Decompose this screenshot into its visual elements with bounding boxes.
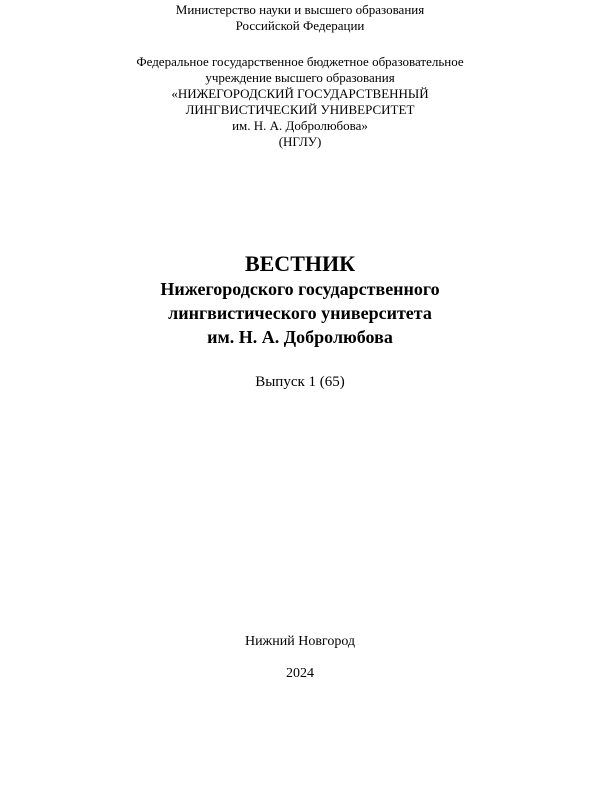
ministry-line-2: Российской Федерации [235, 18, 365, 33]
institution-line-1: Федеральное государственное бюджетное образовательное [136, 54, 464, 69]
journal-title: ВЕСТНИК [244, 251, 356, 276]
publication-year: 2024 [286, 666, 314, 681]
institution-line-5: им. Н. А. Добролюбова» [232, 118, 368, 133]
institution-abbreviation: (НГЛУ) [278, 134, 322, 149]
institution-line-3: «НИЖЕГОРОДСКИЙ ГОСУДАРСТВЕННЫЙ [171, 86, 429, 101]
institution-line-2: учреждение высшего образования [205, 70, 395, 85]
journal-subtitle-line-2: лингвистического университета [168, 303, 432, 323]
issue-number: Выпуск 1 (65) [255, 374, 345, 390]
publication-city: Нижний Новгород [244, 634, 356, 649]
journal-subtitle-line-3: им. Н. А. Добролюбова [207, 327, 393, 347]
institution-line-4: ЛИНГВИСТИЧЕСКИЙ УНИВЕРСИТЕТ [185, 102, 415, 117]
journal-subtitle-line-1: Нижегородского государственного [160, 279, 440, 299]
ministry-line-1: Министерство науки и высшего образования [175, 2, 425, 17]
